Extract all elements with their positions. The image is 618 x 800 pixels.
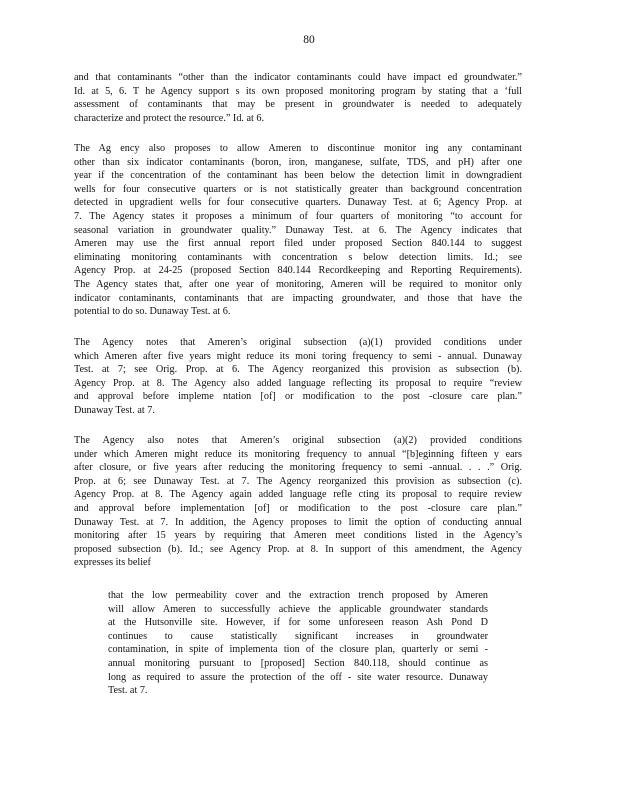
text-line: proposed subsection (b). Id.; see Agency Prop. at 8. In support of this amendment, the Agency [74, 543, 522, 555]
page-number: 80 [303, 34, 315, 46]
paragraph-1 [74, 71, 522, 125]
text-line: Prop. at 6; see Dunaway Test. at 7. The Agency reorganized this provision as subsection (c). [74, 475, 522, 487]
text-line: which Ameren after five years might reduce its moni toring frequency to semi - annual. Dunaway [74, 350, 522, 362]
text-line: seasonal variation in groundwater quality.” Dunaway Test. at 6. The Agency indicates that [74, 224, 522, 236]
text-line: annual monitoring pursuant to [proposed] Section 840.118, should continue as [108, 657, 488, 669]
text-line: and approval before impleme ntation [of] or modification to the post -closure care plan.” [74, 391, 522, 403]
text-line: eliminating monitoring contaminants with concentration s below detection limits. Id.; see [74, 251, 522, 263]
text-line: year if the concentration of the contaminant has been below the detection limit in downgradient [74, 170, 522, 182]
text-line: Dunaway Test. at 7. [74, 404, 155, 416]
text-line: potential to do so. Dunaway Test. at 6. [74, 306, 231, 318]
text-line: wells for four consecutive quarters or is not statistically greater than background concentration [74, 183, 522, 195]
text-line: characterize and protect the resource.” Id. at 6. [74, 112, 265, 124]
text-line: detected in upgradient wells for four consecutive quarters. Dunaway Test. at 6; Agency Prop. at [74, 197, 522, 209]
text-line: under which Ameren might reduce its monitoring frequency to annual “[b]eginning fifteen y ears [74, 448, 522, 460]
text-line: 7. The Agency states it proposes a minimum of four quarters of monitoring “to account for [74, 210, 522, 222]
text-line: indicator contaminants, contaminants that are impacting groundwater, and those that have the [74, 292, 522, 304]
paragraph-2 [74, 142, 522, 319]
text-line: that the low permeability cover and the extraction trench proposed by Ameren [108, 590, 488, 601]
block-quote [108, 589, 488, 698]
text-line: after closure, or five years after reducing the monitoring frequency to semi -annual. . . .” Orig. [74, 462, 522, 474]
text-line: The Agency notes that Ameren’s original subsection (a)(1) provided conditions under [74, 337, 522, 348]
text-line: Agency Prop. at 8. The Agency again added language refle cting its proposal to require review [74, 489, 522, 501]
text-line: continues to cause statistically significant increases in groundwater [108, 630, 488, 642]
text-line: The Agency also notes that Ameren’s original subsection (a)(2) provided conditions [74, 435, 522, 446]
text-line: will allow Ameren to successfully achieve the applicable groundwater standards [108, 603, 488, 615]
text-line: Test. at 7. [108, 685, 148, 697]
text-line: expresses its belief [74, 557, 151, 569]
text-line: Id. at 5, 6. T he Agency support s its own proposed monitoring program by stating that a ‘full [74, 85, 522, 97]
text-line: long as required to assure the protection of the off - site water resource. Dunaway [108, 671, 488, 683]
text-line: at the Hutsonville site. However, if for some unforeseen reason Ash Pond D [108, 617, 488, 629]
text-line: other than six indicator contaminants (boron, iron, manganese, sulfate, TDS, and pH) after one [74, 156, 522, 168]
text-line: assessment of contaminants that may be present in groundwater is needed to adequately [74, 99, 522, 111]
text-line: and that contaminants “other than the indicator contaminants could have impact ed groundwater.” [74, 72, 522, 83]
text-line: Agency Prop. at 24-25 (proposed Section 840.144 Recordkeeping and Reporting Requirements). [74, 265, 522, 277]
text-line: The Agency states that, after one year of monitoring, Ameren will be required to monitor only [74, 278, 522, 290]
text-line: monitoring after 15 years by requiring that Ameren meet conditions listed in the Agency’s [74, 530, 522, 542]
text-line: Test. at 7; see Orig. Prop. at 6. The Agency reorganized this provision as subsection (b). [74, 364, 522, 376]
paragraph-3 [74, 336, 522, 418]
text-line: The Ag ency also proposes to allow Ameren to discontinue monitor ing any contaminant [74, 143, 522, 154]
text-line: Dunaway Test. at 7. In addition, the Agency proposes to limit the option of conducting annual [74, 516, 522, 528]
text-line: Agency Prop. at 8. The Agency also added language reflecting its proposal to require “review [74, 377, 522, 389]
text-line: and approval before implementation [of] or modification to the post -closure care plan.” [74, 502, 522, 514]
paragraph-4 [74, 434, 522, 570]
text-line: Ameren may use the first annual report filed under proposed Section 840.144 to suggest [74, 238, 522, 250]
text-line: contamination, in spite of implementa tion of the closure plan, quarterly or semi - [108, 644, 488, 656]
